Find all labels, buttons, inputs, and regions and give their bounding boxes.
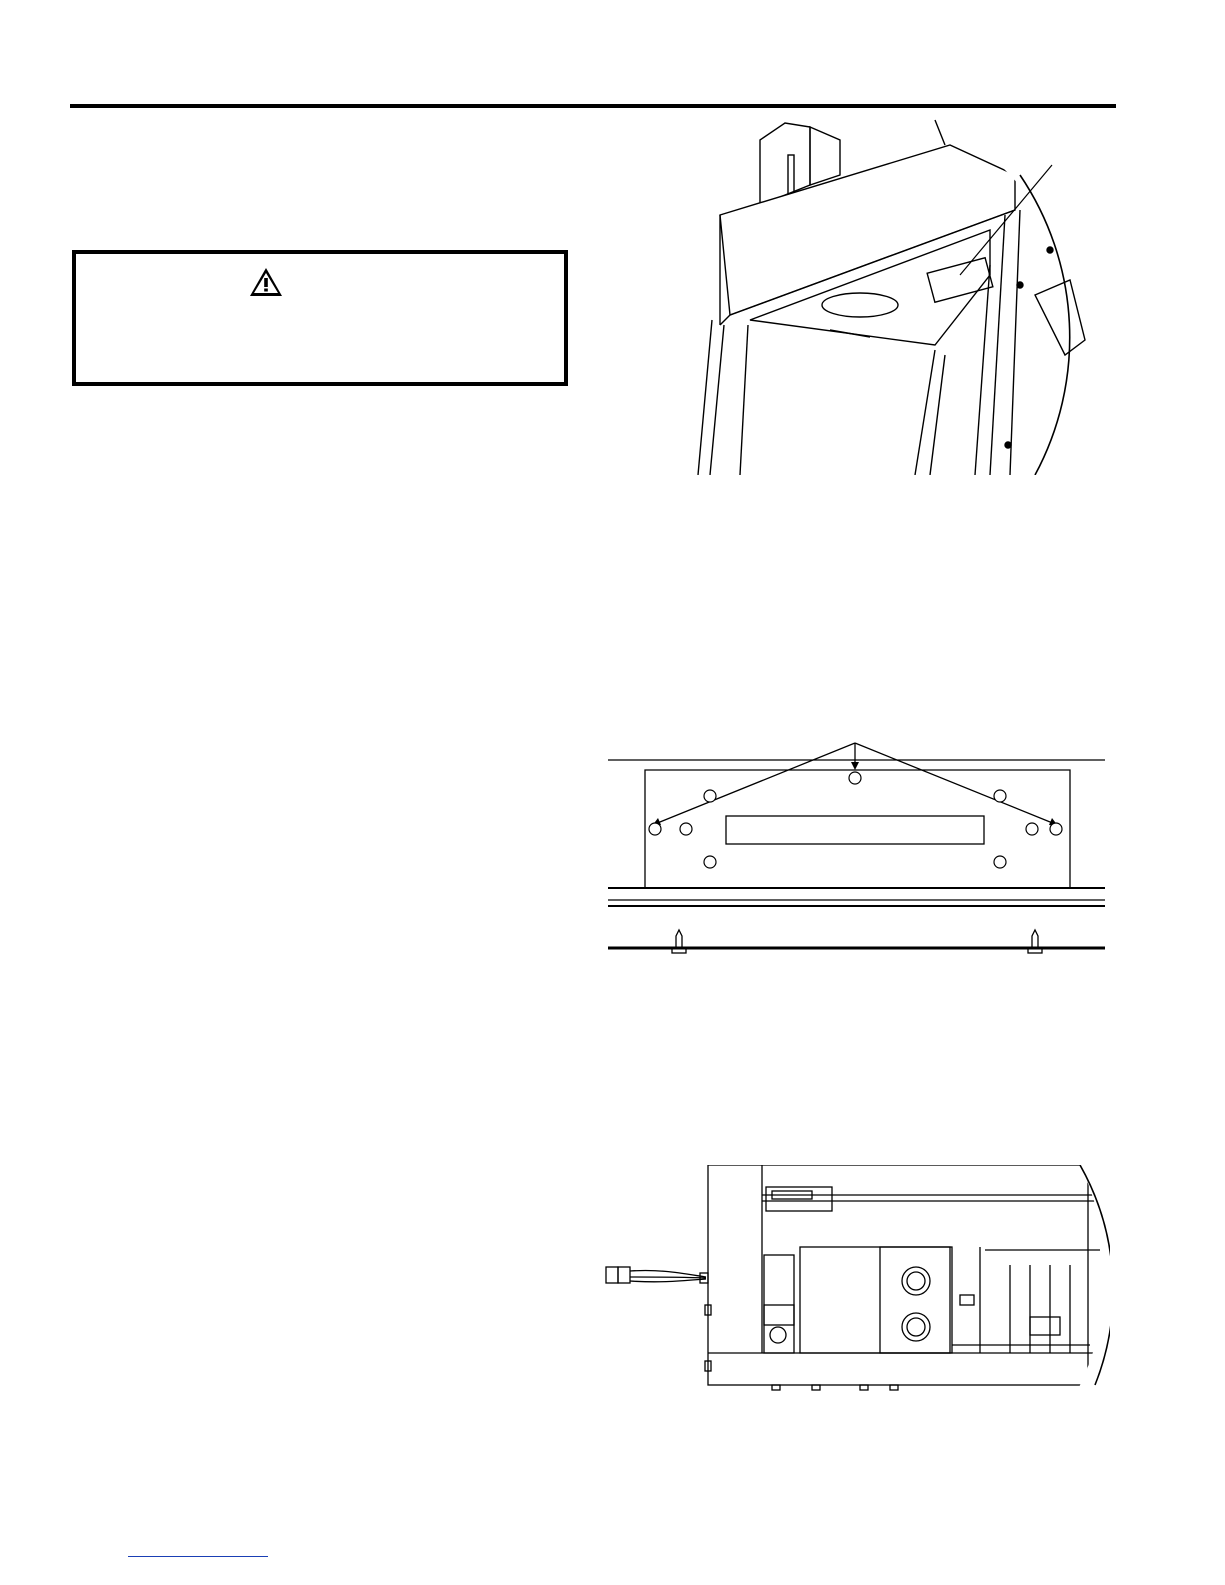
footer-link-underline[interactable]: [128, 1556, 268, 1557]
figure-front-panel: [600, 740, 1110, 960]
header-rule: [70, 104, 1116, 108]
figure-fireplace-top: [690, 115, 1090, 475]
warning-triangle-icon: [248, 266, 284, 298]
warning-box: [72, 250, 568, 386]
figure-valve-assembly: [600, 1165, 1110, 1395]
